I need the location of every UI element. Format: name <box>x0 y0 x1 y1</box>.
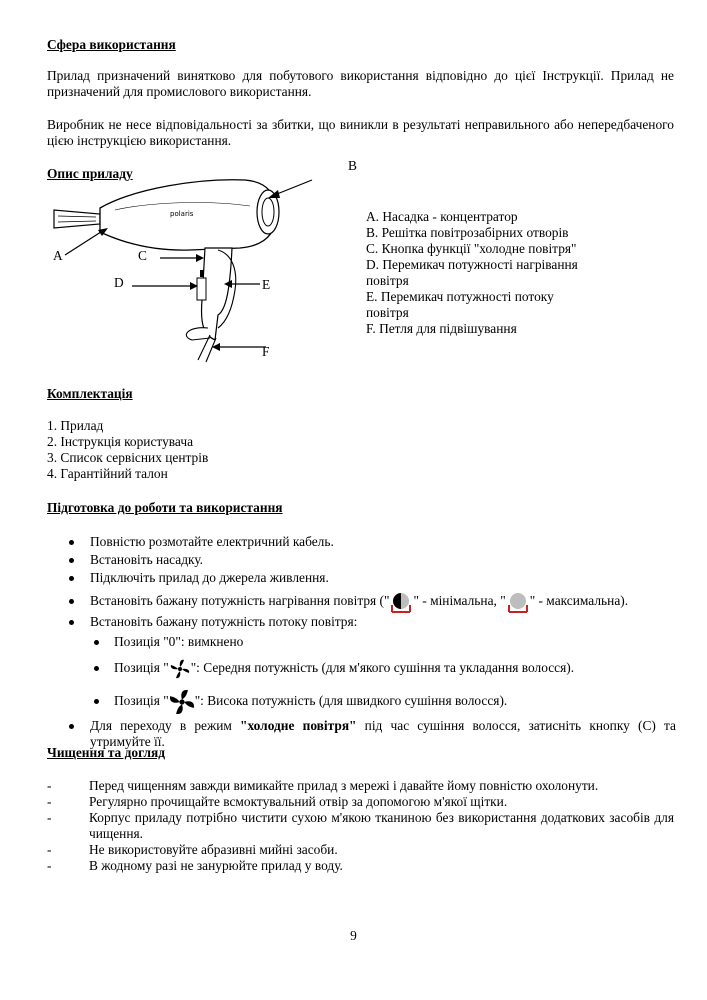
fan-high-icon <box>169 689 195 715</box>
list-item: - В жодному разі не занурюйте прилад у воду. <box>47 858 343 873</box>
heading-cleaning: Чищення та догляд <box>47 745 165 760</box>
legend-item: F. Петля для підвішування <box>366 321 517 336</box>
list-item: 1. Прилад <box>47 418 104 433</box>
list-item: Підключіть прилад до джерела живлення. <box>66 570 676 588</box>
contents-list <box>47 418 208 482</box>
list-item: Встановіть бажану потужність нагрівання повітря (" " - мінімальна, " " - максимальна). <box>66 588 676 614</box>
fan-medium-icon <box>169 658 191 680</box>
paragraph-manufacturer-liability: Виробник не несе відповідальності за збитки, що виникли в результаті неправильного або непередбаченого цією інструкцією використання. <box>47 117 674 148</box>
legend-item: повітря <box>366 305 409 320</box>
heading-description: Опис приладу <box>47 166 133 181</box>
legend-item: C. Кнопка функції "холодне повітря" <box>366 241 577 256</box>
brand-logo: polaris <box>170 210 194 218</box>
heading-preparation: Підготовка до роботи та використання <box>47 500 283 515</box>
nozzle-shape <box>54 210 100 228</box>
legend-item: A. Насадка - концентратор <box>366 209 518 224</box>
list-item: - Регулярно прочищайте всмоктувальний отвір за допомогою м'якої щітки. <box>47 794 508 809</box>
heading-contents: Комплектація <box>47 386 133 401</box>
list-item: - Корпус приладу потрібно чистити сухою м'якою тканиною без використання додаткових засобів для чищення. <box>47 810 674 841</box>
legend-item: B. Решітка повітрозабірних отворів <box>366 225 569 240</box>
parts-legend <box>366 209 666 337</box>
heat-max-icon <box>506 590 530 614</box>
list-item: Позиція "0": вимкнено <box>66 632 676 652</box>
legend-item: D. Перемикач потужності нагрівання <box>366 257 578 272</box>
label-d: D <box>114 275 124 290</box>
list-item: 4. Гарантійний талон <box>47 466 168 481</box>
label-b: B <box>348 158 357 173</box>
heat-switch-shape <box>197 278 206 300</box>
cool-shot-button-shape <box>200 270 204 277</box>
hanging-loop-shape <box>186 328 210 340</box>
legend-item: повітря <box>366 273 409 288</box>
label-c: C <box>138 248 147 263</box>
list-item: - Перед чищенням завжди вимикайте прилад з мережі і давайте йому повністю охолонути. <box>47 778 599 793</box>
list-item: 2. Інструкція користувача <box>47 434 194 449</box>
paragraph-usage-purpose: Прилад призначений винятково для побутового використання відповідно до цієї Інструкції. Прилад не призначений для промислового використання. <box>47 68 674 99</box>
legend-item: E. Перемикач потужності потоку <box>366 289 554 304</box>
heat-min-icon <box>389 590 413 614</box>
hair-dryer-diagram <box>40 150 357 370</box>
label-e: E <box>262 277 271 292</box>
list-item: Встановіть насадку. <box>66 552 676 570</box>
list-item: Для переходу в режим "холодне повітря" під час сушіння волосся, затисніть кнопку (С) та утримуйте її. <box>66 718 676 750</box>
list-item: Позиція " ": Середня потужність (для м'якого сушіння та укладання волосся). <box>66 652 676 684</box>
list-item: Встановіть бажану потужність потоку повітря: <box>66 614 676 632</box>
preparation-list <box>66 534 676 750</box>
list-item: 3. Список сервісних центрів <box>47 450 209 465</box>
heading-usage: Сфера використання <box>47 37 176 52</box>
page-number: 9 <box>350 928 357 943</box>
cleaning-list <box>47 778 674 874</box>
label-a: A <box>53 248 63 263</box>
list-item: Позиція " ": Висока потужність (для швидкого сушіння волосся). <box>66 684 676 718</box>
list-item: Повністю розмотайте електричний кабель. <box>66 534 676 552</box>
label-f: F <box>262 344 270 359</box>
list-item: - Не використовуйте абразивні мийні засоби. <box>47 842 338 857</box>
